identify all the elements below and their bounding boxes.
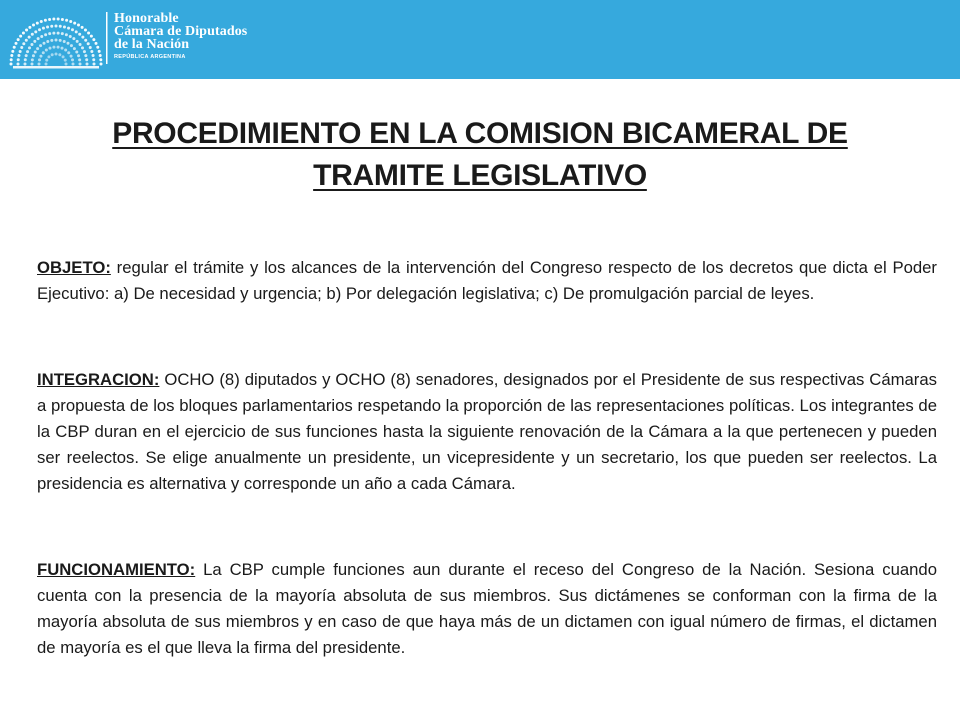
- slide-title-line-1: PROCEDIMIENTO EN LA COMISION BICAMERAL DE: [112, 117, 848, 150]
- slide-title-line-2: TRAMITE LEGISLATIVO: [313, 159, 647, 192]
- logo-divider: [106, 12, 108, 64]
- section-integracion: [37, 367, 937, 497]
- slide-title: [40, 113, 920, 197]
- section-text: regular el trámite y los alcances de la intervención del Congreso respecto de los decretos que dicta el Poder Ejecutivo: a) De necesidad y urgencia; b) Por delegación legislativa; c) De promulgación parcial de leyes.: [37, 258, 937, 303]
- logo-line-3: de la Nación: [114, 37, 190, 52]
- logo-subline: REPÚBLICA ARGENTINA: [114, 54, 186, 60]
- section-funcionamiento: [37, 557, 937, 661]
- congress-dome-icon: [8, 6, 104, 76]
- section-label: FUNCIONAMIENTO:: [37, 560, 196, 579]
- logo-line-2: Cámara de Diputados: [114, 24, 248, 39]
- section-label: OBJETO:: [37, 258, 111, 277]
- logo-line-1: Honorable: [114, 11, 179, 26]
- section-text: La CBP cumple funciones aun durante el receso del Congreso de la Nación. Sesiona cuando cuenta con la presencia de la mayoría absoluta de sus miembros. Sus dictámenes se conforman con la firma de la mayoría absoluta de sus miembros y en caso de que haya más de un dictamen con igual número de firmas, el dictamen de mayoría es el que lleva la firma del presidente.: [37, 560, 937, 657]
- institution-logo-text: [114, 12, 247, 60]
- section-text: OCHO (8) diputados y OCHO (8) senadores, designados por el Presidente de sus respectivas Cámaras a propuesta de los bloques parlamentarios respetando la proporción de las representaciones políticas. Los integrantes de la CBP duran en el ejercicio de sus funciones hasta la siguiente renovación de la Cámara a la que pertenecen y pueden ser reelectos. Se elige anualmente un presidente, un vicepresidente y un secretario, los que pueden ser reelectos. La presidencia es alternativa y corresponde un año a cada Cámara.: [37, 370, 937, 493]
- section-label: INTEGRACION:: [37, 370, 160, 389]
- header-banner: [0, 0, 960, 79]
- section-objeto: [37, 255, 937, 307]
